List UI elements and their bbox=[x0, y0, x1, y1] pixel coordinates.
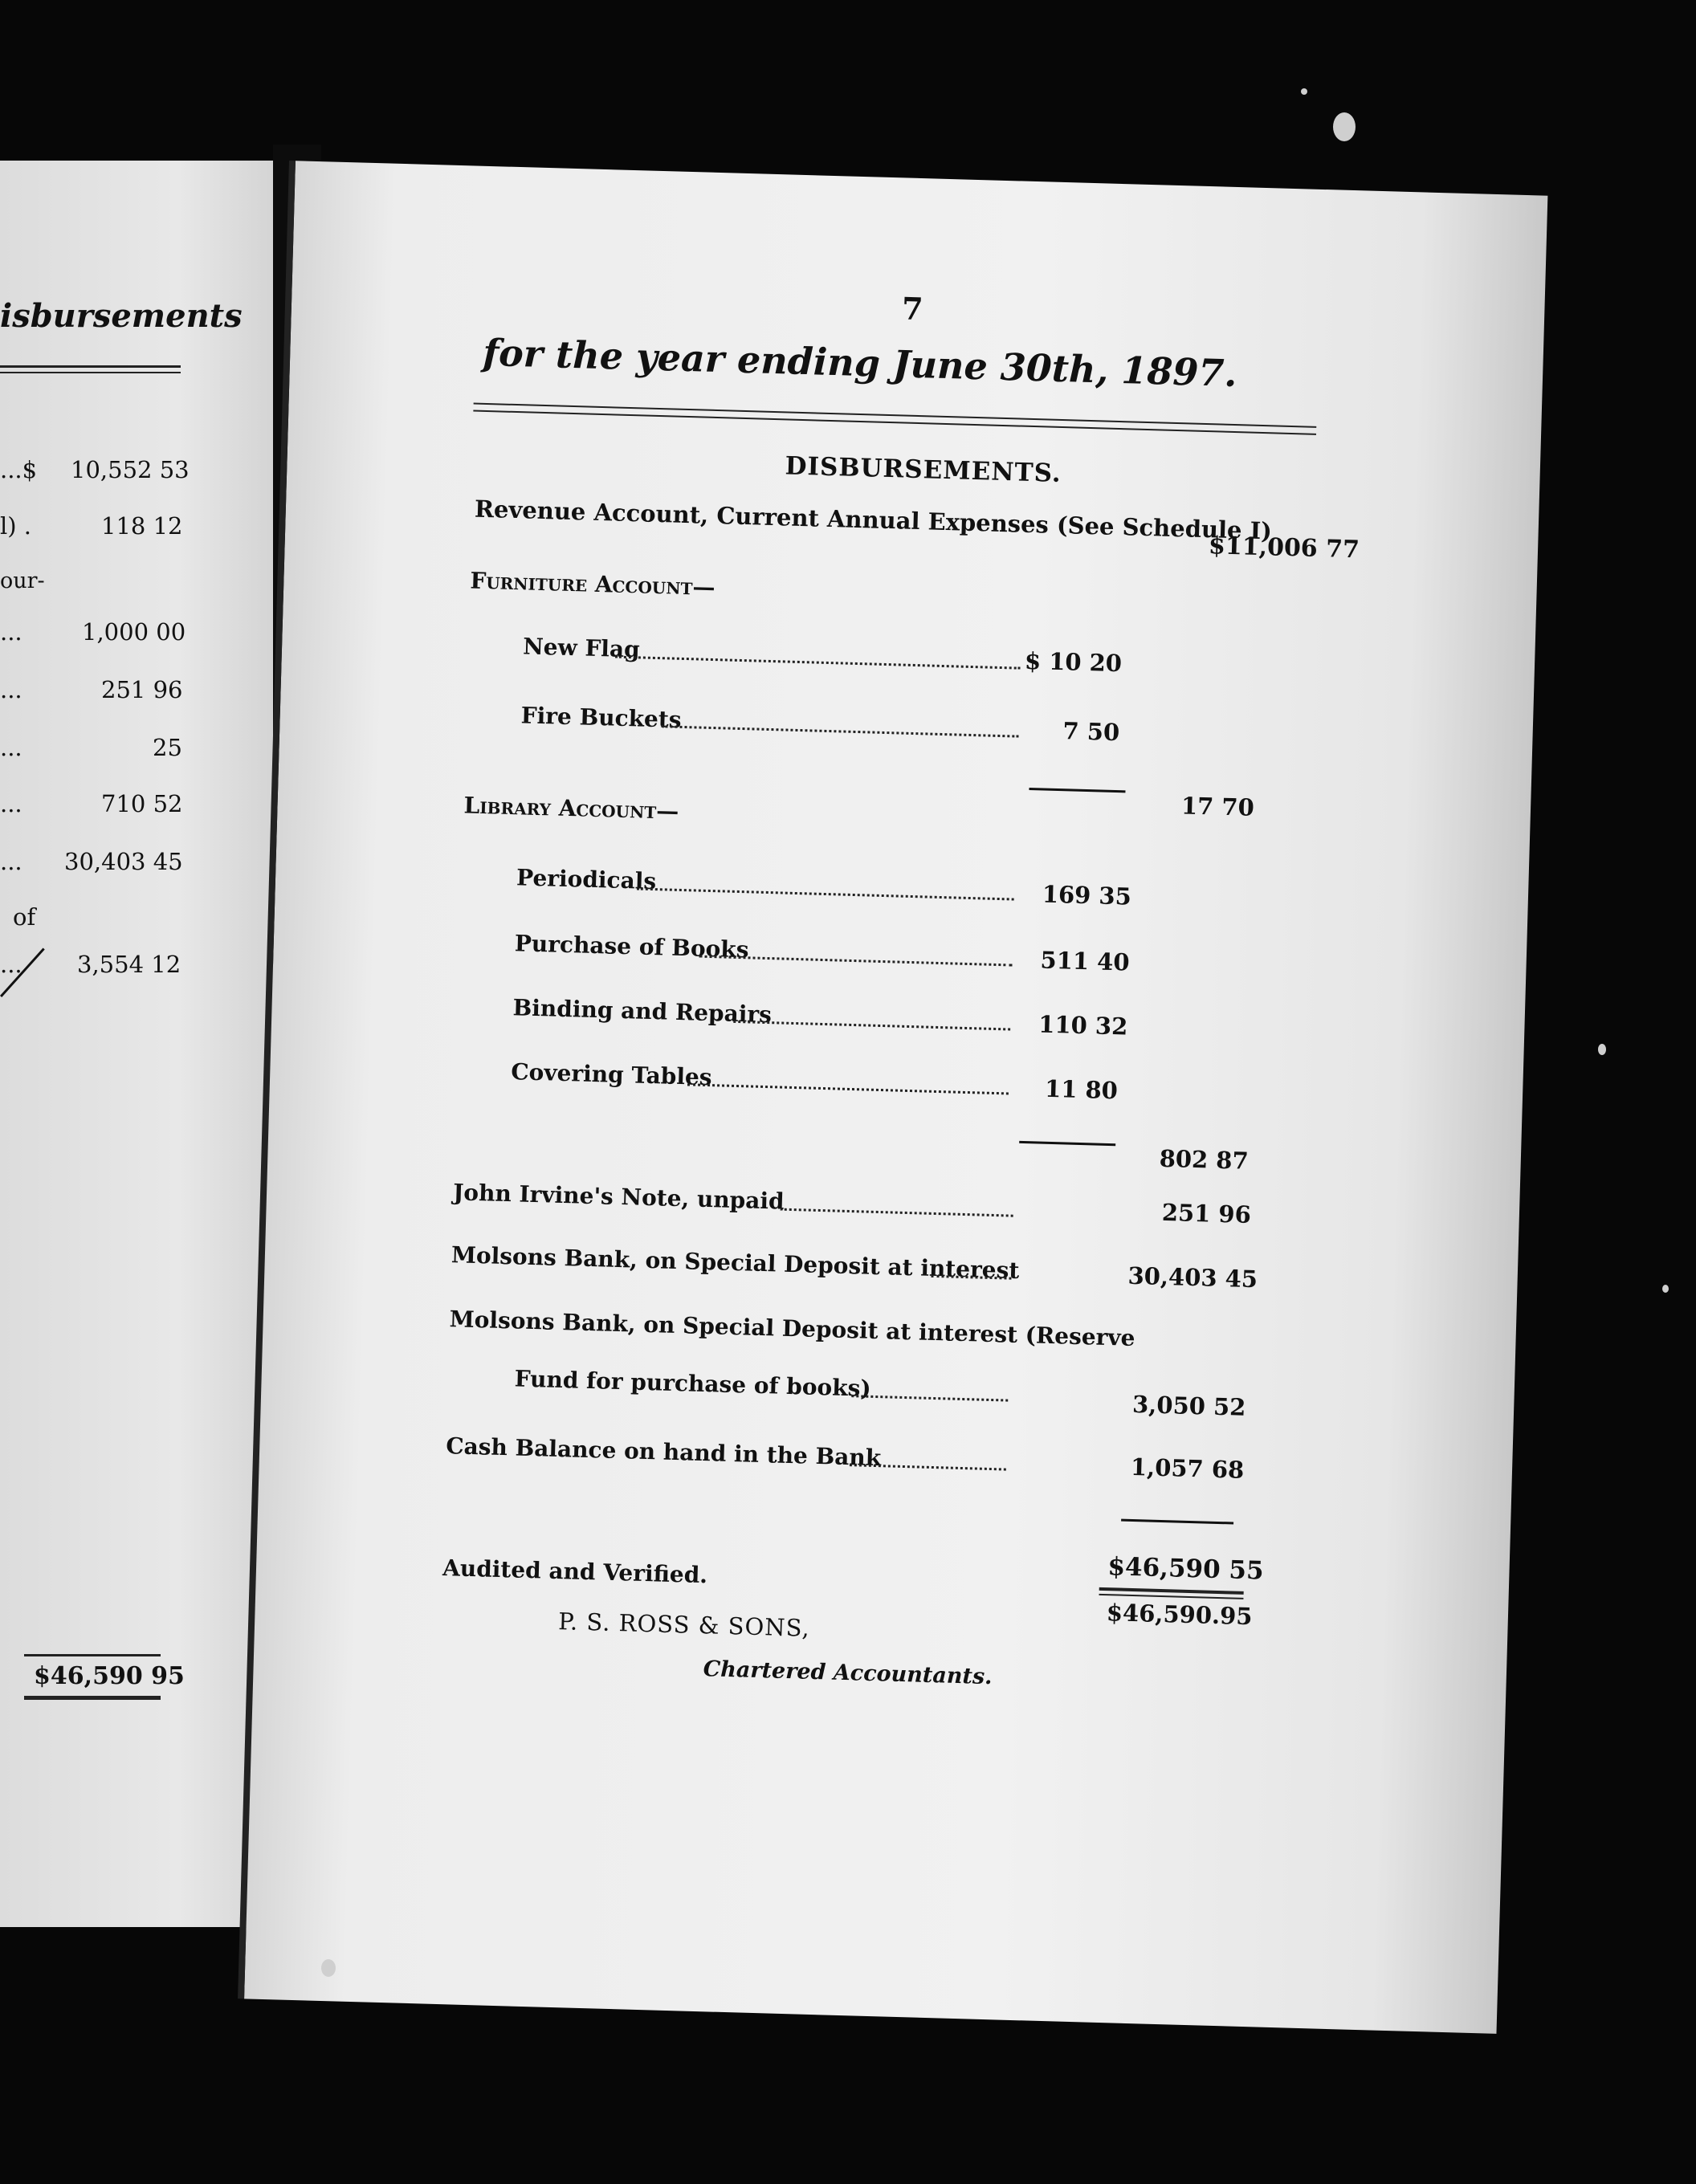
leader-dots bbox=[733, 1021, 1010, 1031]
other-amount: 1,057 68 bbox=[1130, 1453, 1245, 1484]
left-row-label: ... bbox=[0, 951, 22, 978]
library-item-label: Periodicals bbox=[516, 864, 657, 895]
furniture-item-label: Fire Buckets bbox=[520, 702, 683, 733]
left-row-amount: 118 12 bbox=[101, 512, 183, 540]
furniture-item-amount: 7 50 bbox=[1062, 717, 1120, 747]
library-item-amount: 511 40 bbox=[1040, 946, 1130, 976]
other-amount: 3,050 52 bbox=[1131, 1390, 1246, 1421]
left-row-label: ... bbox=[0, 676, 22, 703]
grand-total-corrected: $46,590.95 bbox=[1106, 1599, 1253, 1631]
audited-text: Audited and Verified. bbox=[442, 1554, 708, 1589]
library-item-label: Binding and Repairs bbox=[512, 994, 773, 1029]
other-label: Molsons Bank, on Special Deposit at interest (Reserve bbox=[449, 1306, 1135, 1351]
other-label: John Irvine's Note, unpaid bbox=[452, 1179, 785, 1215]
library-item-amount: 11 80 bbox=[1044, 1074, 1119, 1105]
furniture-item-label: New Flag bbox=[522, 633, 641, 663]
right-page bbox=[238, 161, 1547, 2034]
firm-title: Chartered Accountants. bbox=[703, 1656, 993, 1690]
dust-speck bbox=[1301, 88, 1307, 95]
library-title: Library Account— bbox=[463, 792, 679, 825]
left-row-label: our- bbox=[0, 568, 45, 593]
library-item-label: Covering Tables bbox=[510, 1058, 713, 1091]
library-item-amount: 110 32 bbox=[1038, 1010, 1128, 1041]
left-row-label: ... bbox=[0, 618, 22, 646]
dust-speck bbox=[1333, 112, 1356, 141]
left-page-heading: isbursements bbox=[0, 297, 243, 335]
revenue-label: Revenue Account, Current Annual Expenses (See Schedule I) bbox=[474, 495, 1273, 545]
leader-dots bbox=[661, 725, 1018, 737]
left-row-amount: 251 96 bbox=[101, 676, 183, 703]
left-row-label: ... bbox=[0, 848, 22, 875]
page-heading: for the year ending June 30th, 1897. bbox=[482, 330, 1238, 396]
other-label-continued: Fund for purchase of books) bbox=[514, 1365, 872, 1402]
leader-dots bbox=[851, 1395, 1008, 1401]
library-total: 802 87 bbox=[1159, 1144, 1250, 1175]
furniture-title: Furniture Account— bbox=[470, 567, 716, 601]
left-total: $46,590 95 bbox=[34, 1662, 185, 1690]
left-row-amount: 3,554 12 bbox=[77, 951, 181, 978]
furniture-item-amount: $ 10 20 bbox=[1024, 646, 1123, 678]
left-row-label: of bbox=[13, 903, 36, 931]
leader-dots bbox=[781, 1208, 1013, 1217]
dust-speck bbox=[1598, 1044, 1606, 1055]
left-row-amount: 710 52 bbox=[101, 790, 183, 817]
left-row-label: ... bbox=[0, 790, 22, 817]
library-item-label: Purchase of Books bbox=[514, 930, 749, 964]
library-item-amount: 169 35 bbox=[1042, 880, 1132, 911]
firm-name: P. S. ROSS & SONS, bbox=[557, 1607, 811, 1642]
dust-speck bbox=[1662, 1285, 1669, 1293]
page-number: 7 bbox=[901, 290, 924, 328]
dust-speck bbox=[321, 1959, 336, 1977]
left-row-amount: 25 bbox=[153, 734, 182, 761]
grand-total: $46,590 55 bbox=[1107, 1552, 1265, 1586]
revenue-amount: $11,006 77 bbox=[1208, 532, 1360, 564]
section-title: DISBURSEMENTS. bbox=[785, 451, 1062, 488]
left-row-amount: 1,000 00 bbox=[82, 618, 186, 646]
left-row-label: ... bbox=[0, 734, 22, 761]
leader-dots bbox=[687, 1083, 1009, 1094]
other-label: Cash Balance on hand in the Bank bbox=[445, 1432, 882, 1472]
other-amount: 30,403 45 bbox=[1127, 1261, 1258, 1294]
leader-dots bbox=[615, 656, 1021, 670]
left-row-label: ...$ bbox=[0, 456, 38, 483]
leader-dots bbox=[637, 887, 1014, 900]
left-row-amount: 30,403 45 bbox=[64, 848, 183, 875]
furniture-total: 17 70 bbox=[1180, 792, 1255, 821]
other-label: Molsons Bank, on Special Deposit at interest bbox=[450, 1241, 1020, 1284]
other-amount: 251 96 bbox=[1161, 1198, 1252, 1228]
left-row-label: l) . bbox=[0, 512, 32, 540]
left-row-amount: 10,552 53 bbox=[71, 456, 190, 483]
